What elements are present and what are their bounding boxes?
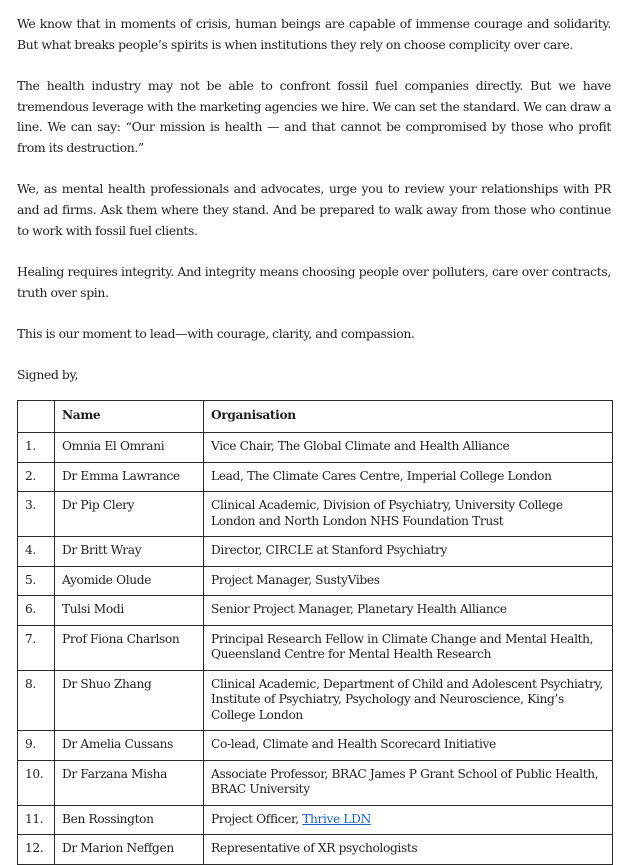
header-name: Name [55,400,204,433]
paragraph-urge: We, as mental health professionals and advocates, urge you to review your relationships with PR and ad firms. Ask them where they stand. And be prepared to walk away from those who continue to work with fossil fuel clients. [17,181,611,238]
signed-by-label: Signed by, [17,366,79,382]
row-number: 4. [18,537,55,567]
table-row [18,433,613,463]
header-organisation: Organisation [204,400,613,433]
table-row [18,670,613,731]
signatory-organisation: Clinical Academic, Department of Child and Adolescent Psychiatry, Institute of Psychiatry, Psychology and Neuroscience, King’s College London [204,670,613,731]
signatory-organisation: Principal Research Fellow in Climate Change and Mental Health, Queensland Centre for Mental Health Research [204,625,613,670]
signatory-organisation: Senior Project Manager, Planetary Health Alliance [204,596,613,626]
row-number: 11. [18,805,55,835]
signatory-name: Dr Emma Lawrance [55,462,204,492]
thrive-ldn-link[interactable]: Thrive LDN [302,811,371,826]
row-number: 7. [18,625,55,670]
signatory-name: Ayomide Olude [55,566,204,596]
row-number: 9. [18,731,55,761]
signatory-name: Omnia El Omrani [55,433,204,463]
signatory-organisation: Lead, The Climate Cares Centre, Imperial College London [204,462,613,492]
row-number: 1. [18,433,55,463]
paragraph-crisis: We know that in moments of crisis, human beings are capable of immense courage and solidarity. But what breaks people’s spirits is when institutions they rely on choose complicity over care. [17,16,611,52]
table-row [18,462,613,492]
signatories-table [17,400,613,865]
table-row [18,731,613,761]
signatory-name: Dr Marion Neffgen [55,835,204,865]
signatory-name: Dr Pip Clery [55,492,204,537]
row-number: 12. [18,835,55,865]
paragraph-leverage: The health industry may not be able to confront fossil fuel companies directly. But we have tremendous leverage with the marketing agencies we hire. We can set the standard. We can draw a line. We can say: “Our mission is health — and that cannot be compromised by those who profit from its destruction.” [17,77,611,156]
signatory-organisation: Vice Chair, The Global Climate and Health Alliance [204,433,613,463]
paragraph-moment: This is our moment to lead—with courage, clarity, and compassion. [17,325,415,341]
signatory-name: Ben Rossington [55,805,204,835]
header-number [18,400,55,433]
signatory-organisation: Representative of XR psychologists [204,835,613,865]
row-number: 2. [18,462,55,492]
signatory-organisation: Director, CIRCLE at Stanford Psychiatry [204,537,613,567]
table-row [18,596,613,626]
signatory-organisation: Associate Professor, BRAC James P Grant School of Public Health, BRAC University [204,760,613,805]
row-number: 6. [18,596,55,626]
table-row [18,537,613,567]
table-row [18,805,613,835]
table-row [18,625,613,670]
table-row [18,566,613,596]
table-row [18,835,613,865]
paragraph-integrity: Healing requires integrity. And integrity means choosing people over polluters, care over contracts, truth over spin. [17,263,611,300]
signatory-name: Dr Britt Wray [55,537,204,567]
table-row [18,760,613,805]
signatory-organisation: Project Manager, SustyVibes [204,566,613,596]
row-number: 8. [18,670,55,731]
signatory-organisation: Co-lead, Climate and Health Scorecard Initiative [204,731,613,761]
signatory-organisation: Clinical Academic, Division of Psychiatry, University College London and North London NHS Foundation Trust [204,492,613,537]
organisation-prefix: Project Officer, [211,811,303,826]
signatory-name: Dr Shuo Zhang [55,670,204,731]
signatory-name: Tulsi Modi [55,596,204,626]
signatory-name: Prof Fiona Charlson [55,625,204,670]
table-header-row [18,400,613,433]
table-row [18,492,613,537]
signatory-name: Dr Farzana Misha [55,760,204,805]
row-number: 5. [18,566,55,596]
signatory-name: Dr Amelia Cussans [55,731,204,761]
signatory-organisation [204,805,613,835]
row-number: 3. [18,492,55,537]
row-number: 10. [18,760,55,805]
